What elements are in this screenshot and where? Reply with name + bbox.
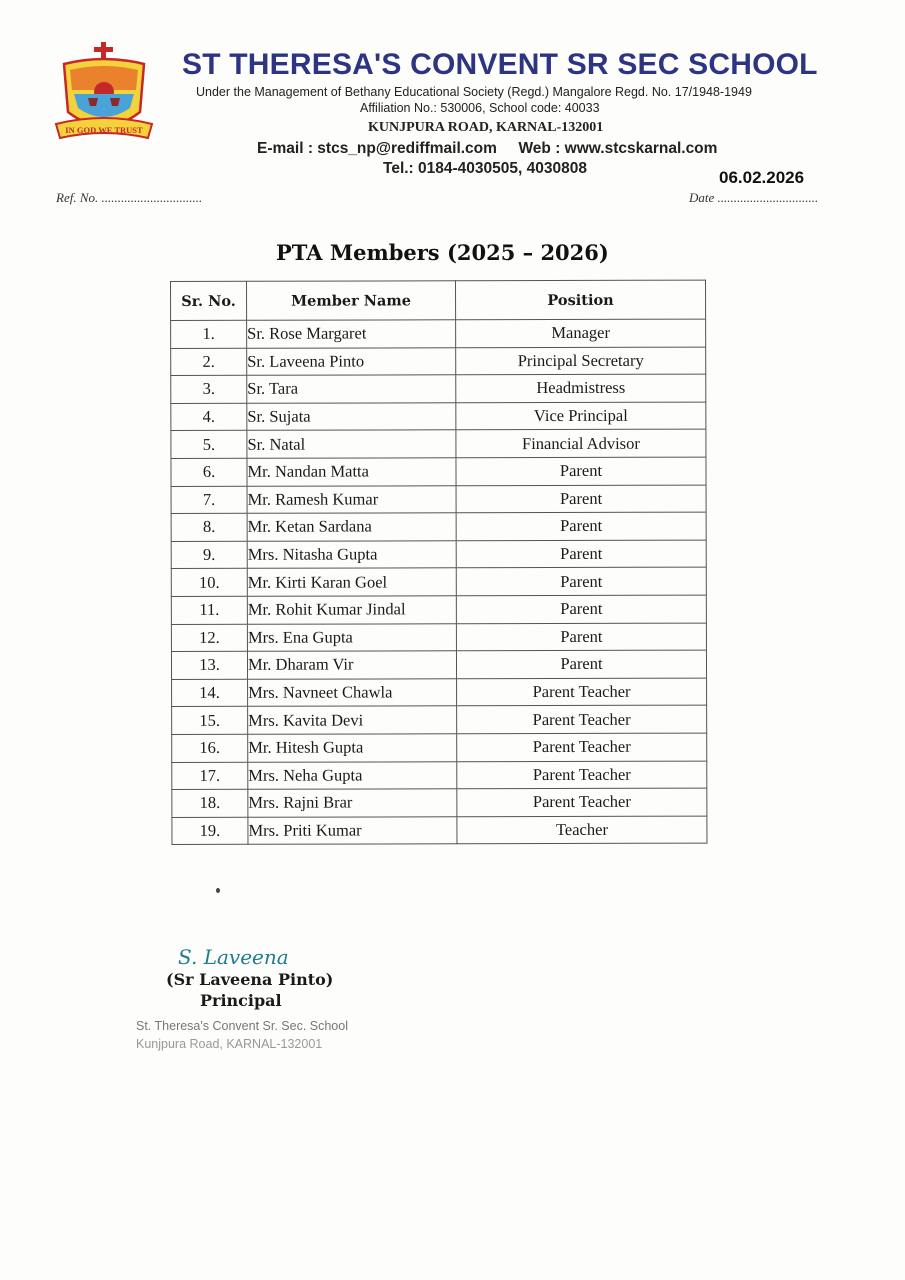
table-row — [171, 650, 706, 679]
row-member-name: Sr. Rose Margaret — [247, 320, 456, 348]
row-position: Parent — [456, 485, 706, 513]
row-member-name: Mr. Ketan Sardana — [247, 513, 456, 541]
table-row — [172, 788, 707, 817]
table-row — [171, 374, 706, 403]
table-row — [172, 761, 707, 790]
logo-motto-text: IN GOD WE TRUST — [65, 125, 143, 135]
row-member-name: Mr. Ramesh Kumar — [247, 485, 456, 513]
header-sr-no: Sr. No. — [171, 281, 247, 320]
row-position: Parent — [456, 650, 706, 678]
row-sr-no: 5. — [171, 431, 247, 459]
row-position: Headmistress — [456, 374, 706, 402]
row-position: Manager — [456, 319, 706, 347]
table-row — [171, 567, 706, 596]
principal-title: Principal — [200, 991, 282, 1010]
table-row — [171, 540, 706, 569]
table-body — [171, 319, 707, 845]
row-position: Parent Teacher — [457, 733, 707, 761]
date-label: Date ............................... — [689, 190, 819, 205]
row-sr-no: 1. — [171, 320, 247, 348]
row-member-name: Mr. Rohit Kumar Jindal — [247, 596, 456, 624]
phone-line: Tel.: 0184-4030505, 4030808 — [383, 160, 587, 177]
table-row — [171, 319, 706, 348]
table-row — [171, 347, 706, 376]
reference-number: Ref. No. ............................... — [56, 190, 203, 205]
row-position: Financial Advisor — [456, 429, 706, 457]
row-sr-no: 10. — [171, 569, 247, 597]
row-sr-no: 16. — [172, 734, 248, 762]
principal-signature — [176, 942, 326, 972]
row-position: Parent — [456, 457, 706, 485]
row-sr-no: 18. — [172, 789, 248, 817]
row-position: Parent — [456, 512, 706, 540]
row-member-name: Sr. Natal — [247, 430, 456, 458]
row-position: Parent — [456, 567, 706, 595]
school-crest-logo — [52, 42, 156, 150]
school-name: ST THERESA'S CONVENT SR SEC SCHOOL — [182, 48, 818, 81]
table-header-row — [171, 280, 706, 320]
affiliation-line: Affiliation No.: 530006, School code: 40033 — [360, 101, 600, 115]
row-member-name: Mr. Dharam Vir — [247, 651, 456, 679]
row-position: Parent Teacher — [457, 788, 707, 816]
row-position: Parent — [456, 623, 706, 651]
document-date: 06.02.2026 — [719, 168, 805, 187]
document-title: PTA Members (2025 – 2026) — [276, 240, 609, 265]
row-sr-no: 9. — [171, 541, 247, 569]
table-row — [172, 678, 707, 707]
table-row — [171, 457, 706, 486]
row-position: Principal Secretary — [456, 347, 706, 375]
row-member-name: Sr. Tara — [247, 375, 456, 403]
row-position: Parent Teacher — [457, 705, 707, 733]
table-row — [171, 429, 706, 458]
table-row — [171, 485, 706, 514]
row-sr-no: 11. — [171, 596, 247, 624]
row-member-name: Sr. Laveena Pinto — [247, 347, 456, 375]
row-member-name: Mrs. Neha Gupta — [248, 761, 457, 789]
row-position: Parent Teacher — [457, 678, 707, 706]
table-row — [172, 733, 707, 762]
row-position: Parent — [456, 595, 706, 623]
row-member-name: Mr. Kirti Karan Goel — [247, 568, 456, 596]
table-row — [171, 402, 706, 431]
row-sr-no: 15. — [172, 707, 248, 735]
row-sr-no: 17. — [172, 762, 248, 790]
row-sr-no: 6. — [171, 458, 247, 486]
row-sr-no: 14. — [172, 679, 248, 707]
row-sr-no: 8. — [171, 513, 247, 541]
row-member-name: Mrs. Priti Kumar — [248, 816, 457, 844]
row-sr-no: 4. — [171, 403, 247, 431]
row-sr-no: 19. — [172, 817, 248, 845]
row-position: Parent — [456, 540, 706, 568]
table-row — [172, 705, 707, 734]
table-row — [171, 623, 706, 652]
row-position: Teacher — [457, 816, 707, 844]
signature-handwriting: S. Laveena — [178, 945, 289, 969]
row-member-name: Mr. Hitesh Gupta — [248, 734, 457, 762]
row-sr-no: 13. — [171, 651, 247, 679]
school-stamp — [136, 1017, 348, 1053]
row-member-name: Mrs. Ena Gupta — [247, 623, 456, 651]
table-row — [172, 816, 707, 845]
row-sr-no: 12. — [171, 624, 247, 652]
school-address: KUNJPURA ROAD, KARNAL-132001 — [368, 120, 604, 135]
principal-name: (Sr Laveena Pinto) — [166, 970, 334, 989]
table-row — [171, 595, 706, 624]
stamp-line-2: Kunjpura Road, KARNAL-132001 — [136, 1037, 323, 1051]
pta-members-table — [170, 280, 707, 846]
table-row — [171, 512, 706, 541]
row-member-name: Mrs. Rajni Brar — [248, 789, 457, 817]
contact-line: E-mail : stcs_np@rediffmail.com Web : www.stcskarnal.com — [257, 140, 718, 157]
header-position: Position — [456, 280, 706, 320]
row-position: Parent Teacher — [457, 761, 707, 789]
stamp-line-1: St. Theresa's Convent Sr. Sec. School — [136, 1019, 348, 1033]
row-member-name: Mr. Nandan Matta — [247, 458, 456, 486]
row-member-name: Sr. Sujata — [247, 403, 456, 431]
row-member-name: Mrs. Kavita Devi — [248, 706, 457, 734]
society-line: Under the Management of Bethany Educational Society (Regd.) Mangalore Regd. No. 17/1948-1949 — [196, 85, 752, 99]
row-position: Vice Principal — [456, 402, 706, 430]
header-member-name: Member Name — [247, 281, 456, 321]
row-member-name: Mrs. Nitasha Gupta — [247, 541, 456, 569]
row-member-name: Mrs. Navneet Chawla — [248, 678, 457, 706]
row-sr-no: 3. — [171, 375, 247, 403]
row-sr-no: 2. — [171, 348, 247, 376]
ink-speck — [216, 888, 220, 893]
row-sr-no: 7. — [171, 486, 247, 514]
